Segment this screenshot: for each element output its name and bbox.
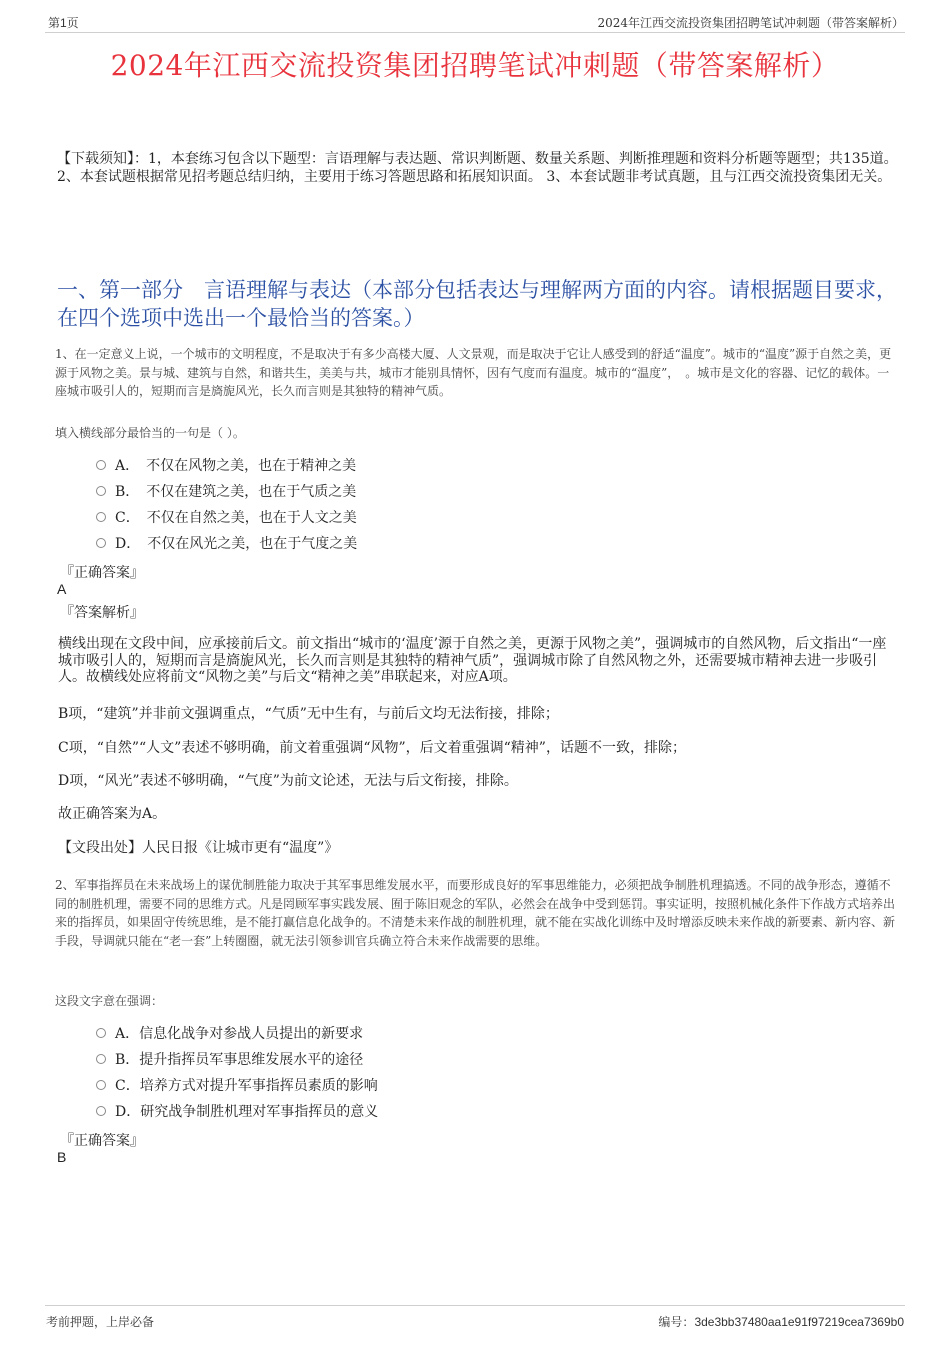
question-2-answer-tag: 『正确答案』 (60, 1133, 144, 1149)
radio-icon[interactable] (96, 512, 106, 522)
option-label: C．培养方式对提升军事指挥员素质的影响 (115, 1078, 378, 1094)
question-1-option-a[interactable] (96, 456, 356, 476)
question-1-analysis-b: B项，“建筑”并非前文强调重点，“气质”无中生有，与前后文均无法衔接，排除； (58, 706, 559, 722)
footer-divider (45, 1305, 905, 1306)
question-2-prompt: 这段文字意在强调： (55, 994, 164, 1008)
radio-icon[interactable] (96, 486, 106, 496)
question-1-analysis-d: D项，“风光”表述不够明确，“气度”为前文论述，无法与后文衔接，排除。 (58, 773, 518, 789)
question-1-option-c[interactable] (96, 508, 357, 528)
question-2-answer: B (57, 1149, 67, 1165)
question-1-prompt: 填入横线部分最恰当的一句是（ ）。 (55, 426, 245, 440)
question-2-option-c[interactable] (96, 1076, 378, 1096)
question-1-answer: A (57, 581, 67, 597)
question-1-analysis-tag: 『答案解析』 (60, 605, 144, 621)
option-label: A．信息化战争对参战人员提出的新要求 (115, 1026, 364, 1042)
option-label: B．提升指挥员军事思维发展水平的途径 (115, 1052, 364, 1068)
question-1-option-d[interactable] (96, 534, 357, 554)
question-1-option-b[interactable] (96, 482, 356, 502)
question-1-conclusion: 故正确答案为A。 (58, 806, 167, 822)
option-label: D． 不仅在风光之美，也在于气度之美 (115, 536, 358, 552)
footer-document-id (658, 1313, 904, 1330)
radio-icon[interactable] (96, 538, 106, 548)
question-2-text: 2、军事指挥员在未来战场上的谋优制胜能力取决于其军事思维发展水平，而要形成良好的军事思维能力，必须把战争制胜机理搞透。不同的战争形态，遵循不同的制胜机理，需要不同的思维方式。凡是罔顾军事实践发展、囿于陈旧观念的军队，必然会在战争中受到惩罚。事实证明，按照机械化条件下作战方式培养出来的指挥员，如果固守传统思维，是不能打赢信息化战争的。不清楚未来作战的制胜机理，就不能在实战化训练中及时增添反映未来作战的新要素、新内容、新手段，导调就只能在“老一套”上转圈圈，就无法引领参训官兵确立符合未来作战需要的思维。 (55, 878, 896, 948)
question-2-option-d[interactable] (96, 1102, 378, 1122)
question-2-option-b[interactable] (96, 1050, 363, 1070)
page-number: 第1页 (48, 16, 79, 30)
radio-icon[interactable] (96, 460, 106, 470)
radio-icon[interactable] (96, 1106, 106, 1116)
footer-id-label: 编号： (658, 1315, 695, 1329)
radio-icon[interactable] (96, 1054, 106, 1064)
question-1-analysis-c: C项，“自然”“人文”表述不够明确，前文着重强调“风物”，后文着重强调“精神”，话题不一致，排除； (58, 740, 686, 756)
header-divider (45, 32, 905, 33)
footer-id-code: 3de3bb37480aa1e91f97219cea7369b0 (694, 1315, 904, 1329)
page-title: 2024年江西交流投资集团招聘笔试冲刺题（带答案解析） (110, 49, 840, 82)
question-1-source: 【文段出处】人民日报《让城市更有“温度”》 (58, 840, 339, 856)
option-label: C． 不仅在自然之美，也在于人文之美 (115, 510, 357, 526)
radio-icon[interactable] (96, 1028, 106, 1038)
footer-slogan: 考前押题，上岸必备 (46, 1315, 155, 1329)
section-heading: 一、第一部分 言语理解与表达（本部分包括表达与理解两方面的内容。请根据题目要求，在四个选项中选出一个最恰当的答案。） (57, 278, 897, 330)
question-2-option-a[interactable] (96, 1024, 363, 1044)
question-1-text: 1、在一定意义上说，一个城市的文明程度，不是取决于有多少高楼大厦、人文景观，而是取决于它让人感受到的舒适“温度”。城市的“温度”源于自然之美，更源于风物之美。景与城、建筑与自然，和谐共生，美美与共，城市才能别具情怀，因有气度而有温度。城市的“温度”， 。城市是文化的容器、记忆的载体。一座城市吸引人的，短期而言是旖旎风光，长久而言则是其独特的精神气质。 (55, 347, 892, 398)
option-label: D．研究战争制胜机理对军事指挥员的意义 (115, 1104, 379, 1120)
option-label: B． 不仅在建筑之美，也在于气质之美 (115, 484, 357, 500)
download-notice: 【下载须知】：1，本套练习包含以下题型：言语理解与表达题、常识判断题、数量关系题、判断推理题和资料分析题等题型；共135道。 2、本套试题根据常见招考题总结归纳，主要用于练习答题思路和拓展知识面。 3、本套试题非考试真题，且与江西交流投资集团无关。 (57, 151, 898, 185)
question-1-answer-tag: 『正确答案』 (60, 565, 144, 581)
radio-icon[interactable] (96, 1080, 106, 1090)
question-1-analysis-main: 横线出现在文段中间，应承接前后文。前文指出“城市的‘温度’源于自然之美，更源于风物之美”，强调城市的自然风物，后文指出“一座城市吸引人的，短期而言是旖旎风光，长久而言则是其独特的精神气质”，强调城市除了自然风物之外，还需要城市精神去进一步吸引人。故横线处应将前文“风物之美”与后文“精神之美”串联起来，对应A项。 (58, 636, 887, 685)
option-label: A． 不仅在风物之美，也在于精神之美 (115, 458, 357, 474)
header-doc-title: 2024年江西交流投资集团招聘笔试冲刺题（带答案解析） (597, 16, 904, 30)
